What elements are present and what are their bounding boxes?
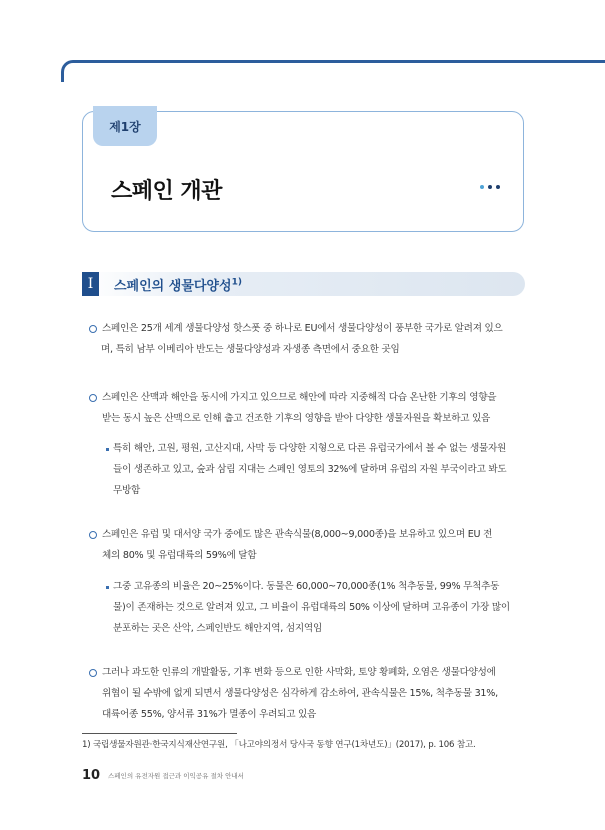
text-line: 며, 특히 남부 이베리아 반도는 생물다양성과 자생종 측면에서 중요한 곳임 <box>101 344 400 355</box>
paragraph-main <box>102 662 498 725</box>
circle-bullet-icon <box>89 325 97 333</box>
section-number: I <box>82 272 99 296</box>
page-number: 10 <box>82 768 101 783</box>
section-title <box>114 275 242 294</box>
text-line: 특히 해안, 고원, 평원, 고산지대, 사막 등 다양한 지형으로 다른 유럽국가에서 볼 수 없는 생물자원 <box>113 443 507 454</box>
paragraph-sub <box>113 576 510 639</box>
circle-bullet-icon <box>89 531 97 539</box>
paragraph-main <box>102 318 503 360</box>
text-line: 대륙어종 55%, 양서류 31%가 멸종이 우려되고 있음 <box>102 709 317 720</box>
text-line: 스페인은 유럽 및 대서양 국가 중에도 많은 관속식물(8,000~9,000종)을 보유하고 있으며 EU 전 <box>102 529 493 540</box>
footnote-ref: 1) <box>231 277 242 288</box>
chapter-label: 제1장 <box>93 106 157 146</box>
text-line: 스페인은 산맥과 해안을 동시에 가지고 있으므로 해안에 따라 지중해적 다습 온난한 기후의 영향을 <box>102 392 497 403</box>
text-line: 위협이 될 수밖에 없게 되면서 생물다양성은 심각하게 감소하여, 관속식물은 15%, 척추동물 31%, <box>102 688 498 699</box>
text-line: 받는 동시 높은 산맥으로 인해 춥고 건조한 기후의 영향을 받아 다양한 생물자원을 확보하고 있음 <box>102 413 491 424</box>
footnote-divider <box>82 733 237 734</box>
text-line: 들이 생존하고 있고, 숲과 삼림 지대는 스페인 영토의 32%에 달하며 유럽의 자원 부국이라고 봐도 <box>113 464 507 475</box>
chapter-title: 스페인 개관 <box>111 179 222 204</box>
dot-icon <box>480 185 484 189</box>
running-title: 스페인의 유전자원 접근과 이익공유 절차 안내서 <box>108 772 244 780</box>
text-line: 그러나 과도한 인류의 개발활동, 기후 변화 등으로 인한 사막화, 토양 황폐화, 오염은 생물다양성에 <box>102 667 496 678</box>
paragraph-main <box>102 387 496 429</box>
page-corner-decoration <box>61 60 605 82</box>
paragraph-sub <box>113 438 506 501</box>
dot-icon <box>496 185 500 189</box>
text-line: 무방함 <box>113 485 141 496</box>
decorative-dots <box>480 185 500 189</box>
circle-bullet-icon <box>89 394 97 402</box>
text-line: 스페인은 25개 세계 생물다양성 핫스폿 중 하나로 EU에서 생물다양성이 풍부한 국가로 알려져 있으 <box>102 323 503 334</box>
text-line: 분포하는 곳은 산악, 스페인반도 해안지역, 섬지역임 <box>113 623 322 634</box>
text-line: 그중 고유종의 비율은 20~25%이다. 동물은 60,000~70,000종(1% 척추동물, 99% 무척추동 <box>113 581 500 592</box>
text-line: 체의 80% 및 유럽대륙의 59%에 달함 <box>102 550 257 561</box>
text-line: 물)이 존재하는 것으로 알려져 있고, 그 비율이 유럽대륙의 50% 이상에 달하며 고유종이 가장 많이 <box>113 602 510 613</box>
dot-icon <box>488 185 492 189</box>
footnote: 1) 국립생물자원관·한국지식재산연구원, 「나고야의정서 당사국 동향 연구(1차년도)」(2017), p. 106 참고. <box>82 740 476 750</box>
section-title-text: 스페인의 생물다양성 <box>114 279 232 294</box>
circle-bullet-icon <box>89 669 97 677</box>
square-bullet-icon <box>106 448 109 451</box>
square-bullet-icon <box>106 586 109 589</box>
paragraph-main <box>102 524 492 566</box>
